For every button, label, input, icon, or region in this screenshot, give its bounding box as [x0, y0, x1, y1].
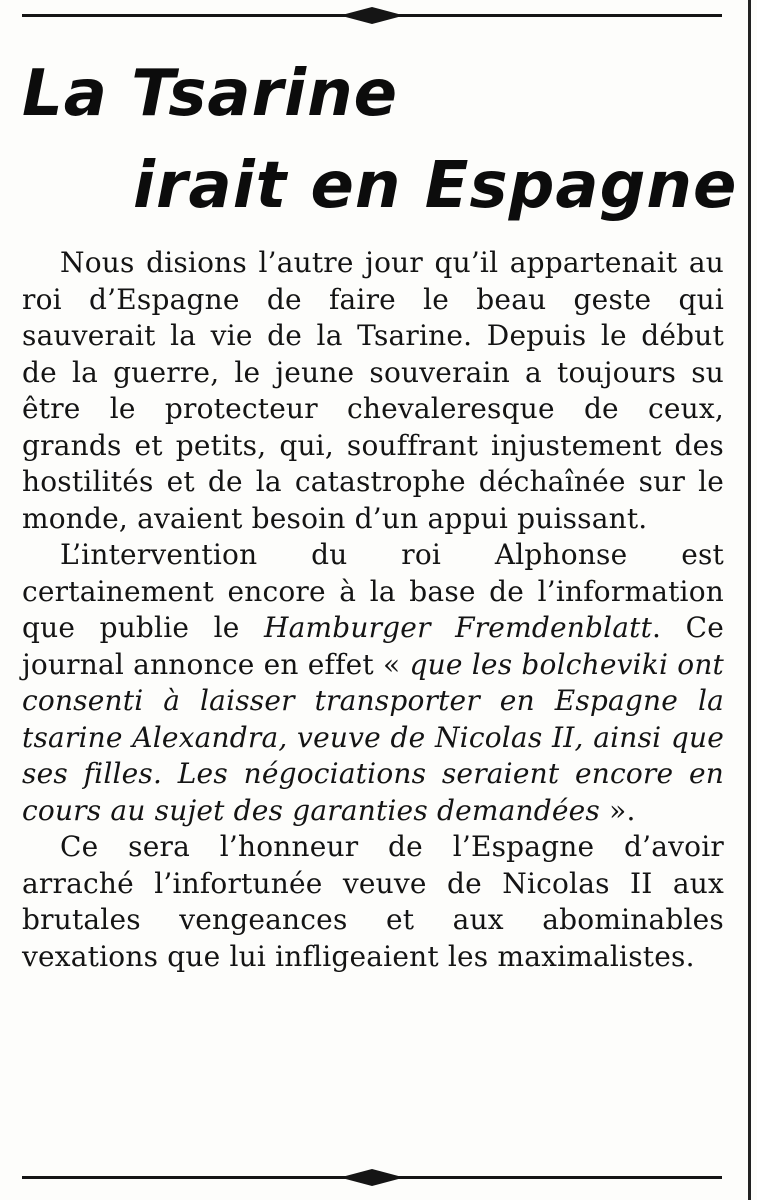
headline-line-2: irait en Espagne	[133, 149, 738, 223]
paragraph-2-lead: . Ce journal annonce en effet «	[22, 611, 724, 681]
top-separator	[22, 6, 722, 26]
headline-line-1: La Tsarine	[22, 57, 399, 131]
paragraph-3: Ce sera l’honneur de l’Espagne d’avoir arraché l’infortunée veuve de Nicolas II aux brutales vengeances et aux abominables vexations que lui infligeaient les maximalistes.	[22, 830, 724, 973]
headline	[0, 48, 740, 232]
paragraph-2-close: ».	[600, 793, 636, 827]
bottom-separator	[22, 1168, 722, 1188]
article-body	[22, 245, 724, 975]
quoted-report: que les bolcheviki ont consenti à laisser transporter en Espagne la tsarine Alexandra, veuve de Nicolas II, ainsi que ses filles. Les négociations seraient encore en cours au sujet des garanties demandées	[22, 647, 724, 827]
column-rule	[748, 0, 751, 1200]
newspaper-name: Hamburger Fremdenblatt	[263, 611, 653, 644]
paragraph-2-intro: L’intervention du roi Alphonse est certainement encore à la base de l’information que publie le	[22, 538, 724, 644]
paragraph-1: Nous disions l’autre jour qu’il appartenait au roi d’Espagne de faire le beau geste qui sauverait la vie de la Tsarine. Depuis le début de la guerre, le jeune souverain a toujours su être le protecteur chevaleresque de ceux, grands et petits, qui, souffrant injustement des hostilités et de la catastrophe déchaînée sur le monde, avaient besoin d’un appui puissant.	[22, 246, 724, 535]
paragraph-2	[22, 537, 724, 829]
